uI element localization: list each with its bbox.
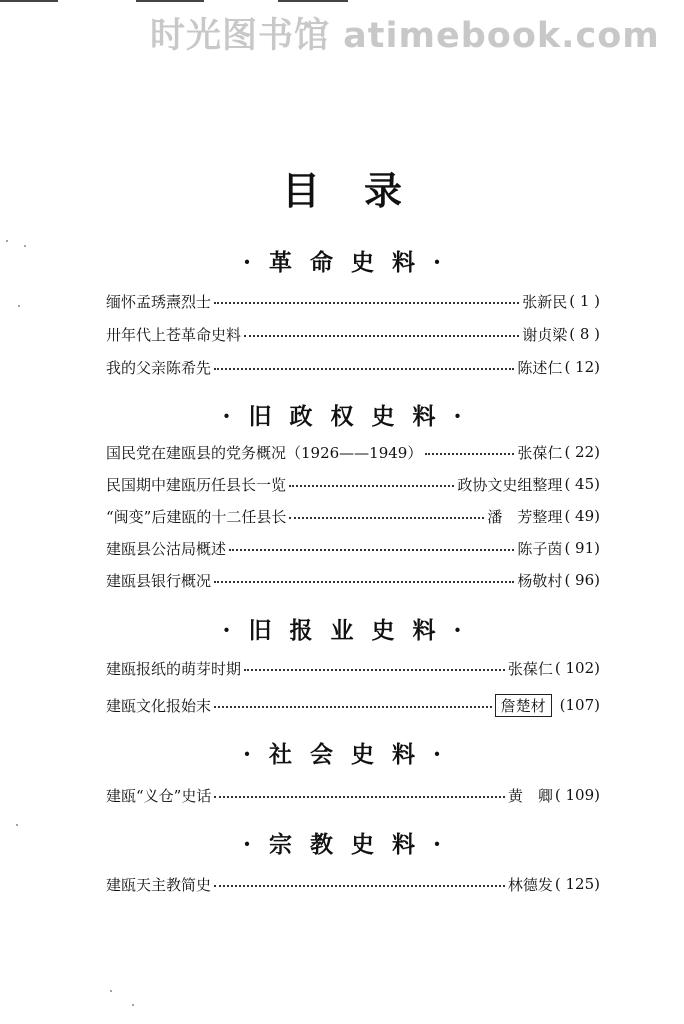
- top-rule-mid: [136, 0, 204, 2]
- dot-leader: [244, 335, 519, 337]
- entry-page: ( 91): [564, 539, 600, 557]
- entry-page: ( 1 ): [569, 292, 600, 310]
- dot-leader: [214, 581, 514, 583]
- entry-author: 杨敬村: [517, 571, 563, 590]
- dot-leader: [289, 485, 454, 487]
- entry-page: ( 22): [564, 443, 600, 461]
- entry-title: 我的父亲陈希先: [106, 358, 212, 377]
- entry-author: 张葆仁: [517, 443, 563, 462]
- entry-author: 陈述仁: [517, 358, 563, 377]
- entry-title: 建瓯报纸的萌芽时期: [106, 659, 242, 678]
- entry-author: 政协文史组整理: [457, 475, 563, 494]
- page-title: 目录: [281, 168, 446, 213]
- entry-title: “闽变”后建瓯的十二任县长: [106, 507, 287, 526]
- entry-author: 陈子茵: [517, 539, 563, 558]
- toc-entry[interactable]: [106, 440, 600, 464]
- dot-leader: [214, 368, 514, 370]
- entry-page: ( 49): [564, 507, 600, 525]
- entry-title: 国民党在建瓯县的党务概况（1926——1949）: [106, 443, 423, 462]
- entry-page: ( 109): [554, 786, 600, 804]
- scan-speck: [132, 1004, 134, 1006]
- entry-title: 建瓯文化报始末: [106, 696, 212, 715]
- section-heading: ·旧报业史料·: [222, 617, 480, 644]
- dot-leader: [214, 302, 519, 304]
- entry-page: ( 102): [554, 659, 600, 677]
- entry-author: 林德发: [507, 875, 553, 894]
- entry-page: (107): [559, 696, 600, 714]
- section-heading: ·宗教史料·: [242, 831, 459, 858]
- entry-title: 民国期中建瓯历任县长一览: [106, 475, 287, 494]
- toc-entry[interactable]: [106, 472, 600, 496]
- entry-title: 建瓯“义仓”史话: [106, 786, 212, 805]
- section-heading: ·社会史料·: [242, 741, 459, 768]
- entry-page: ( 12): [564, 358, 600, 376]
- scan-speck: [24, 245, 26, 247]
- entry-page: ( 8 ): [569, 325, 600, 343]
- toc-entry[interactable]: [106, 656, 600, 680]
- toc-entry[interactable]: [106, 289, 600, 313]
- scan-speck: [18, 305, 20, 307]
- entry-author: 黄 卿: [507, 786, 553, 805]
- entry-author: 谢贞梁: [522, 325, 568, 344]
- entry-title: 缅怀孟琇燾烈士: [106, 292, 212, 311]
- dot-leader: [214, 706, 492, 708]
- entry-author: 张新民: [522, 292, 568, 311]
- section-heading: ·革命史料·: [242, 249, 459, 276]
- dot-leader: [214, 796, 505, 798]
- dot-leader: [244, 669, 505, 671]
- top-rule-left: [0, 0, 58, 2]
- toc-entry[interactable]: [106, 783, 600, 807]
- entry-title: 建瓯县银行概况: [106, 571, 212, 590]
- scan-speck: [110, 990, 112, 992]
- top-rule-right: [278, 0, 348, 2]
- watermark: 时光图书馆 atimebook.com: [150, 16, 660, 56]
- dot-leader: [289, 517, 484, 519]
- entry-author: 詹楚材: [495, 694, 552, 717]
- entry-page: ( 45): [564, 475, 600, 493]
- scan-speck: [6, 240, 8, 242]
- entry-author: 张葆仁: [507, 659, 553, 678]
- entry-title: 建瓯县公沽局概述: [106, 539, 227, 558]
- toc-entry[interactable]: [106, 872, 600, 896]
- toc-entry[interactable]: [106, 693, 600, 717]
- entry-page: ( 96): [564, 571, 600, 589]
- section-heading: ·旧政权史料·: [222, 403, 480, 430]
- entry-title: 建瓯天主教简史: [106, 875, 212, 894]
- toc-entry[interactable]: [106, 355, 600, 379]
- entry-page: ( 125): [554, 875, 600, 893]
- toc-entry[interactable]: [106, 536, 600, 560]
- toc-entry[interactable]: [106, 568, 600, 592]
- toc-entry[interactable]: [106, 322, 600, 346]
- dot-leader: [425, 453, 514, 455]
- entry-author: 潘 芳整理: [487, 507, 563, 526]
- dot-leader: [214, 885, 505, 887]
- entry-title: 卅年代上苍革命史料: [106, 325, 242, 344]
- dot-leader: [229, 549, 514, 551]
- scan-speck: [16, 824, 18, 826]
- toc-entry[interactable]: [106, 504, 600, 528]
